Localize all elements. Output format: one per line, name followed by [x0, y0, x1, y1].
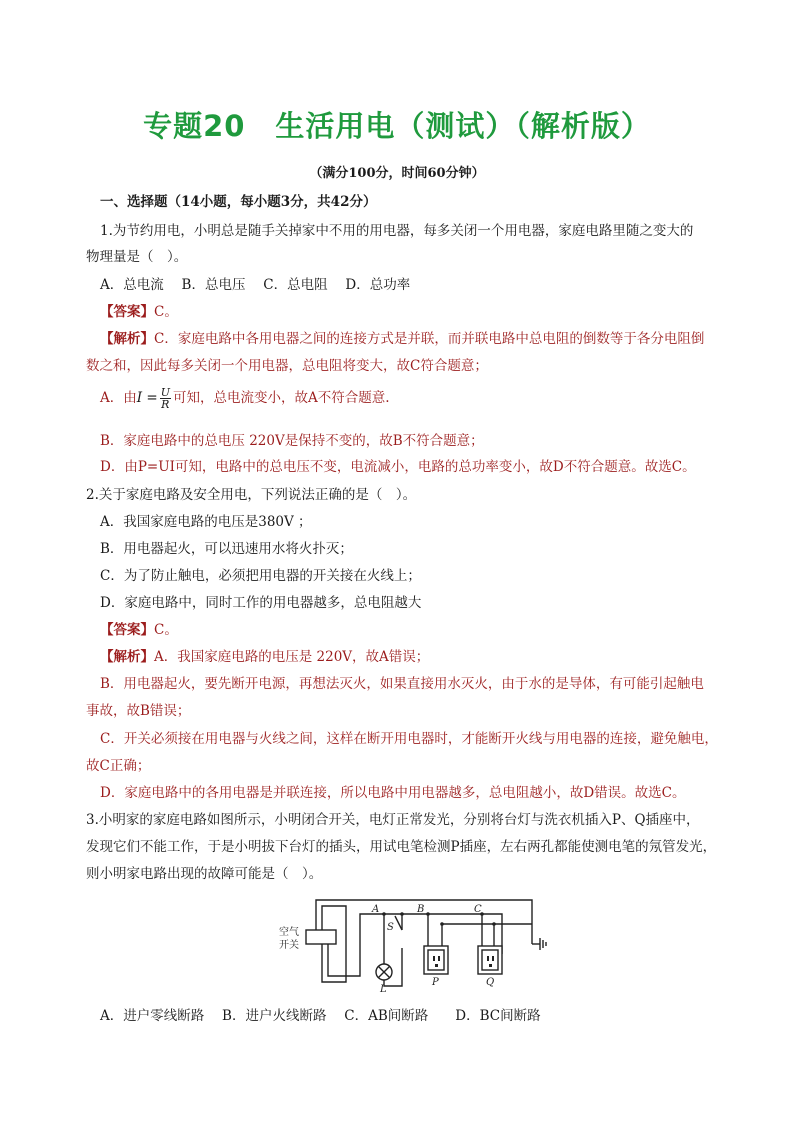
q3-stem-line-2: 发现它们不能工作，于是小明拔下台灯的插头，用试电笔检测P插座，左右两孔都能使测电笔的氖管发光， [86, 839, 717, 855]
q1-analysis-line-1 [100, 327, 704, 347]
circuit-diagram [276, 888, 556, 992]
analysis-a-suffix: 可知，总电流变小，故A不符合题意. [172, 390, 390, 406]
answer-label: 【答案】 [100, 622, 154, 638]
switch-label: S [387, 922, 394, 933]
answer-value: C。 [154, 304, 178, 320]
analysis-label: 【解析】 [100, 649, 154, 665]
q1-analysis-d: D．由P=UI可知，电路中的总电压不变，电流减小，电路的总功率变小，故D不符合题意。故选C。 [100, 459, 696, 475]
score-time-note: （满分100分，时间60分钟） [309, 166, 485, 181]
q2-analysis-b-line-2: 事故，故B错误； [86, 703, 191, 719]
q1-analysis-a [100, 386, 390, 410]
formula-denominator: R [161, 398, 170, 411]
q2-analysis-c-line-1: C．开关必须接在用电器与火线之间，这样在断开用电器时，才能断开火线与用电器的连接，避免触电， [100, 731, 718, 747]
analysis-text: C．家庭电路中各用电器之间的连接方式是并联，而并联电路中总电阻的倒数等于各分电阻倒 [154, 331, 705, 347]
formula-numerator: U [160, 386, 170, 399]
q2-analysis-d: D．家庭电路中的各用电器是并联连接，所以电路中用电器越多，总电阻越小，故D错误。故选C。 [100, 785, 686, 801]
q1-analysis-b: B．家庭电路中的总电压 220V是保持不变的，故B不符合题意； [100, 433, 484, 449]
socket-q-label: Q [486, 977, 495, 988]
q2-option-a: A．我国家庭电路的电压是380V ； [100, 514, 312, 530]
q1-options: A．总电流 B．总电压 C．总电阻 D．总功率 [100, 277, 411, 293]
q3-stem-line-3: 则小明家电路出现的故障可能是（ ）。 [86, 866, 323, 882]
socket-p-label: P [432, 977, 439, 988]
q2-stem: 2.关于家庭电路及安全用电，下列说法正确的是（ ）。 [86, 487, 417, 503]
q2-analysis-a [100, 645, 429, 665]
answer-value: C。 [154, 622, 178, 638]
section-heading: 一、选择题（14小题，每小题3分，共42分） [100, 194, 377, 210]
q2-analysis-c-line-2: 故C正确； [86, 758, 151, 774]
breaker-label-line-1: 空气 [279, 927, 299, 938]
q1-answer [100, 300, 178, 320]
formula-fraction [160, 387, 171, 410]
analysis-label: 【解析】 [100, 331, 154, 347]
q3-stem-line-1: 3.小明家的家庭电路如图所示，小明闭合开关，电灯正常发光，分别将台灯与洗衣机插入P、Q插座中， [86, 812, 700, 828]
q2-option-b: B．用电器起火，可以迅速用水将火扑灭； [100, 541, 353, 557]
q1-stem-line-2: 物理量是（ ）。 [86, 249, 188, 265]
q1-stem-line-1: 1.为节约用电，小明总是随手关掉家中不用的用电器，每多关闭一个用电器，家庭电路里随之变大的 [100, 223, 694, 239]
q3-options: A．进户零线断路 B．进户火线断路 C．AB间断路 D．BC间断路 [100, 1008, 541, 1024]
node-a-label: A [372, 904, 380, 915]
q2-answer [100, 618, 178, 638]
analysis-text: A．我国家庭电路的电压是 220V，故A错误； [154, 649, 430, 665]
q2-analysis-b-line-1: B．用电器起火，要先断开电源，再想法灭火，如果直接用水灭火，由于水的是导体，有可能引起触电 [100, 676, 704, 692]
formula-lhs: I = [136, 390, 158, 406]
page-title: 专题20 生活用电（测试）（解析版） [143, 109, 651, 143]
q1-analysis-line-2: 数之和，因此每多关闭一个用电器，总电阻将变大，故C符合题意； [86, 358, 488, 374]
lamp-label: L [380, 984, 387, 992]
q2-option-c: C．为了防止触电，必须把用电器的开关接在火线上； [100, 568, 421, 584]
node-c-label: C [474, 904, 482, 915]
analysis-a-prefix: A．由 [100, 390, 137, 406]
breaker-label-line-2: 开关 [279, 940, 299, 951]
node-b-label: B [417, 904, 425, 915]
answer-label: 【答案】 [100, 304, 154, 320]
q2-option-d: D．家庭电路中，同时工作的用电器越多，总电阻越大 [100, 595, 422, 611]
